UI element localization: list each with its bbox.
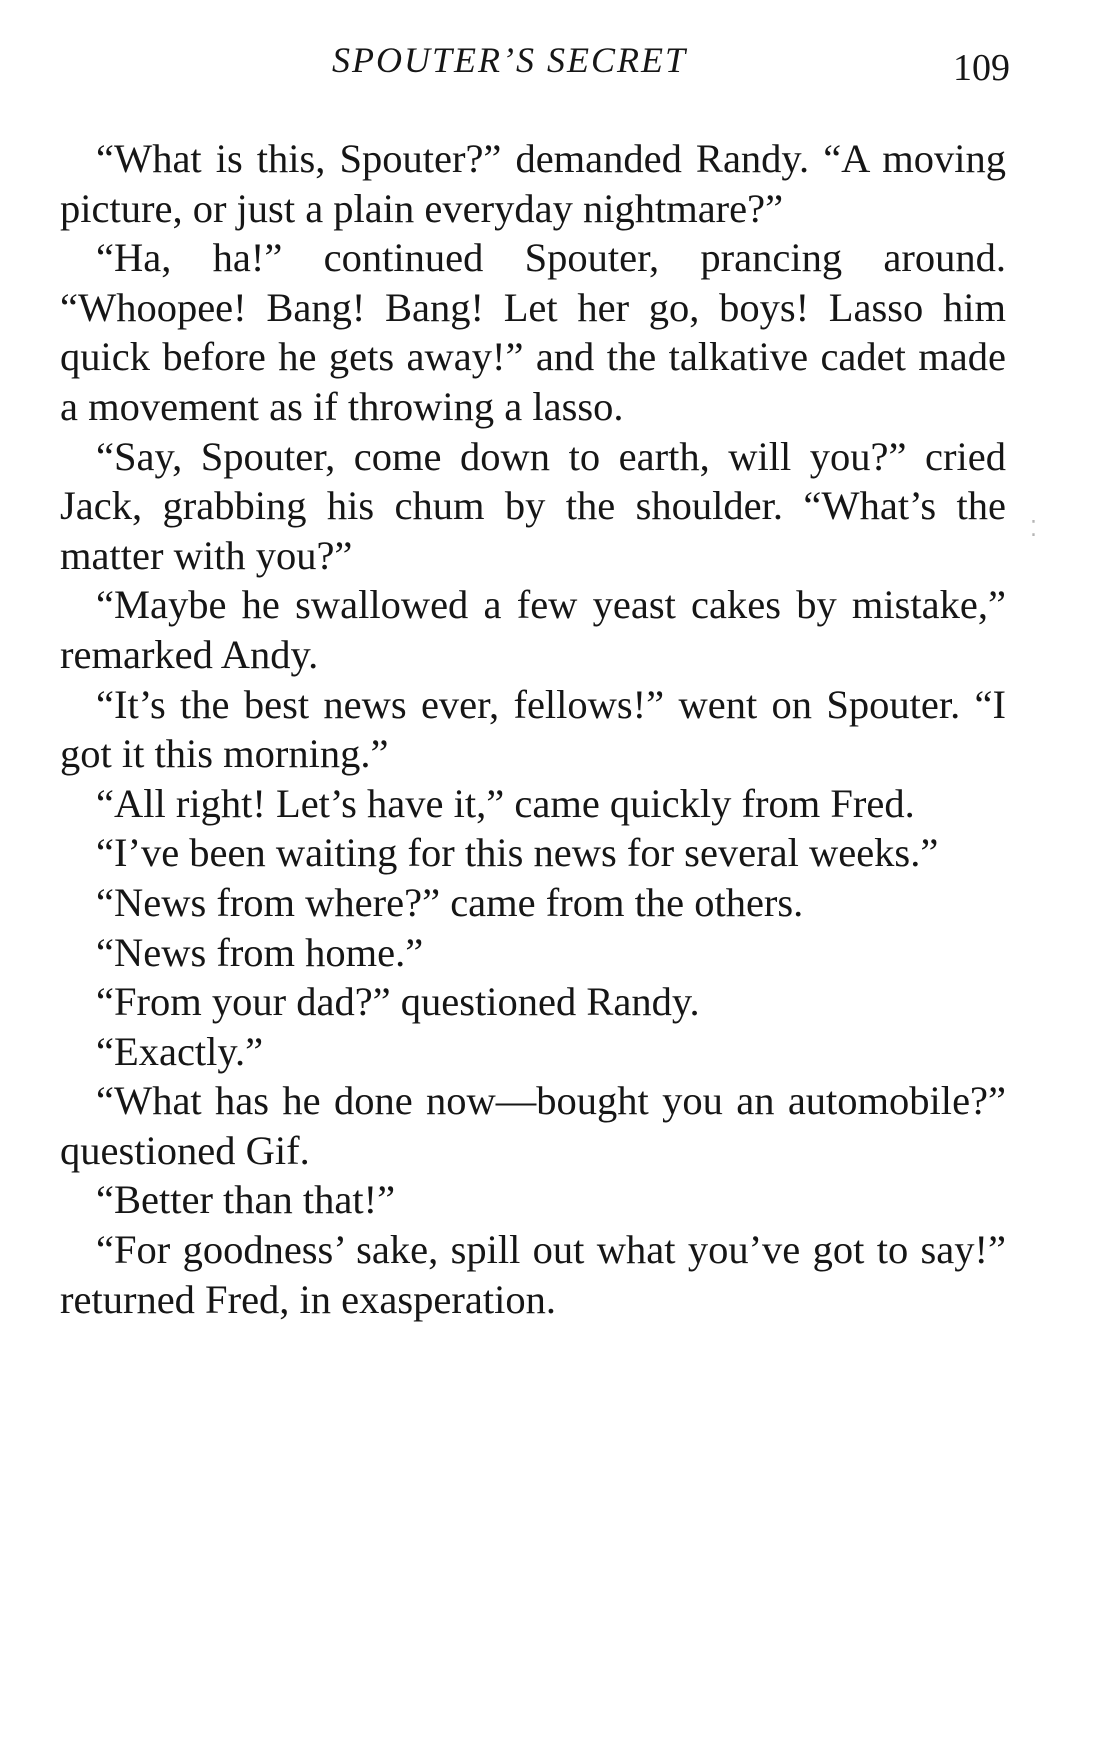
paragraph: “News from home.” — [96, 929, 424, 975]
page-header — [60, 32, 1010, 88]
paragraph: “From your dad?” questioned Randy. — [96, 979, 700, 1025]
paragraph: “It’s the best news ever, fellows!” went on Spouter. “I got it this morning.” — [60, 681, 1006, 777]
paragraph: “Maybe he swallowed a few yeast cakes by mistake,” remarked Andy. — [60, 582, 1006, 677]
paragraph: “What has he done now—bought you an automobile?” questioned Gif. — [60, 1078, 1006, 1173]
scan-speck: ⁚ — [1030, 516, 1037, 541]
paragraph: “Exactly.” — [96, 1028, 264, 1074]
running-head: SPOUTER’S SECRET — [332, 40, 687, 80]
paragraph: “News from where?” came from the others. — [96, 879, 804, 925]
paragraph: “Better than that!” — [96, 1177, 396, 1223]
paragraph: “All right! Let’s have it,” came quickly from Fred. — [96, 780, 915, 826]
paragraph: “Say, Spouter, come down to earth, will you?” cried Jack, grabbing his chum by the shoulder. “What’s the matter with you?” — [60, 433, 1006, 578]
body-text — [60, 134, 1006, 1324]
paragraph: “I’ve been waiting for this news for several weeks.” — [96, 830, 939, 876]
paragraph: “Ha, ha!” continued Spouter, prancing around. “Whoopee! Bang! Bang! Let her go, boys! Lasso him quick before he gets away!” and the talkative cadet made a movement as if throwing a lasso. — [60, 235, 1006, 429]
paragraph: “For goodness’ sake, spill out what you’ve got to say!” returned Fred, in exasperation. — [60, 1227, 1006, 1322]
paragraph: “What is this, Spouter?” demanded Randy. “A moving picture, or just a plain everyday nightmare?” — [60, 136, 1006, 231]
page-number: 109 — [953, 47, 1010, 89]
